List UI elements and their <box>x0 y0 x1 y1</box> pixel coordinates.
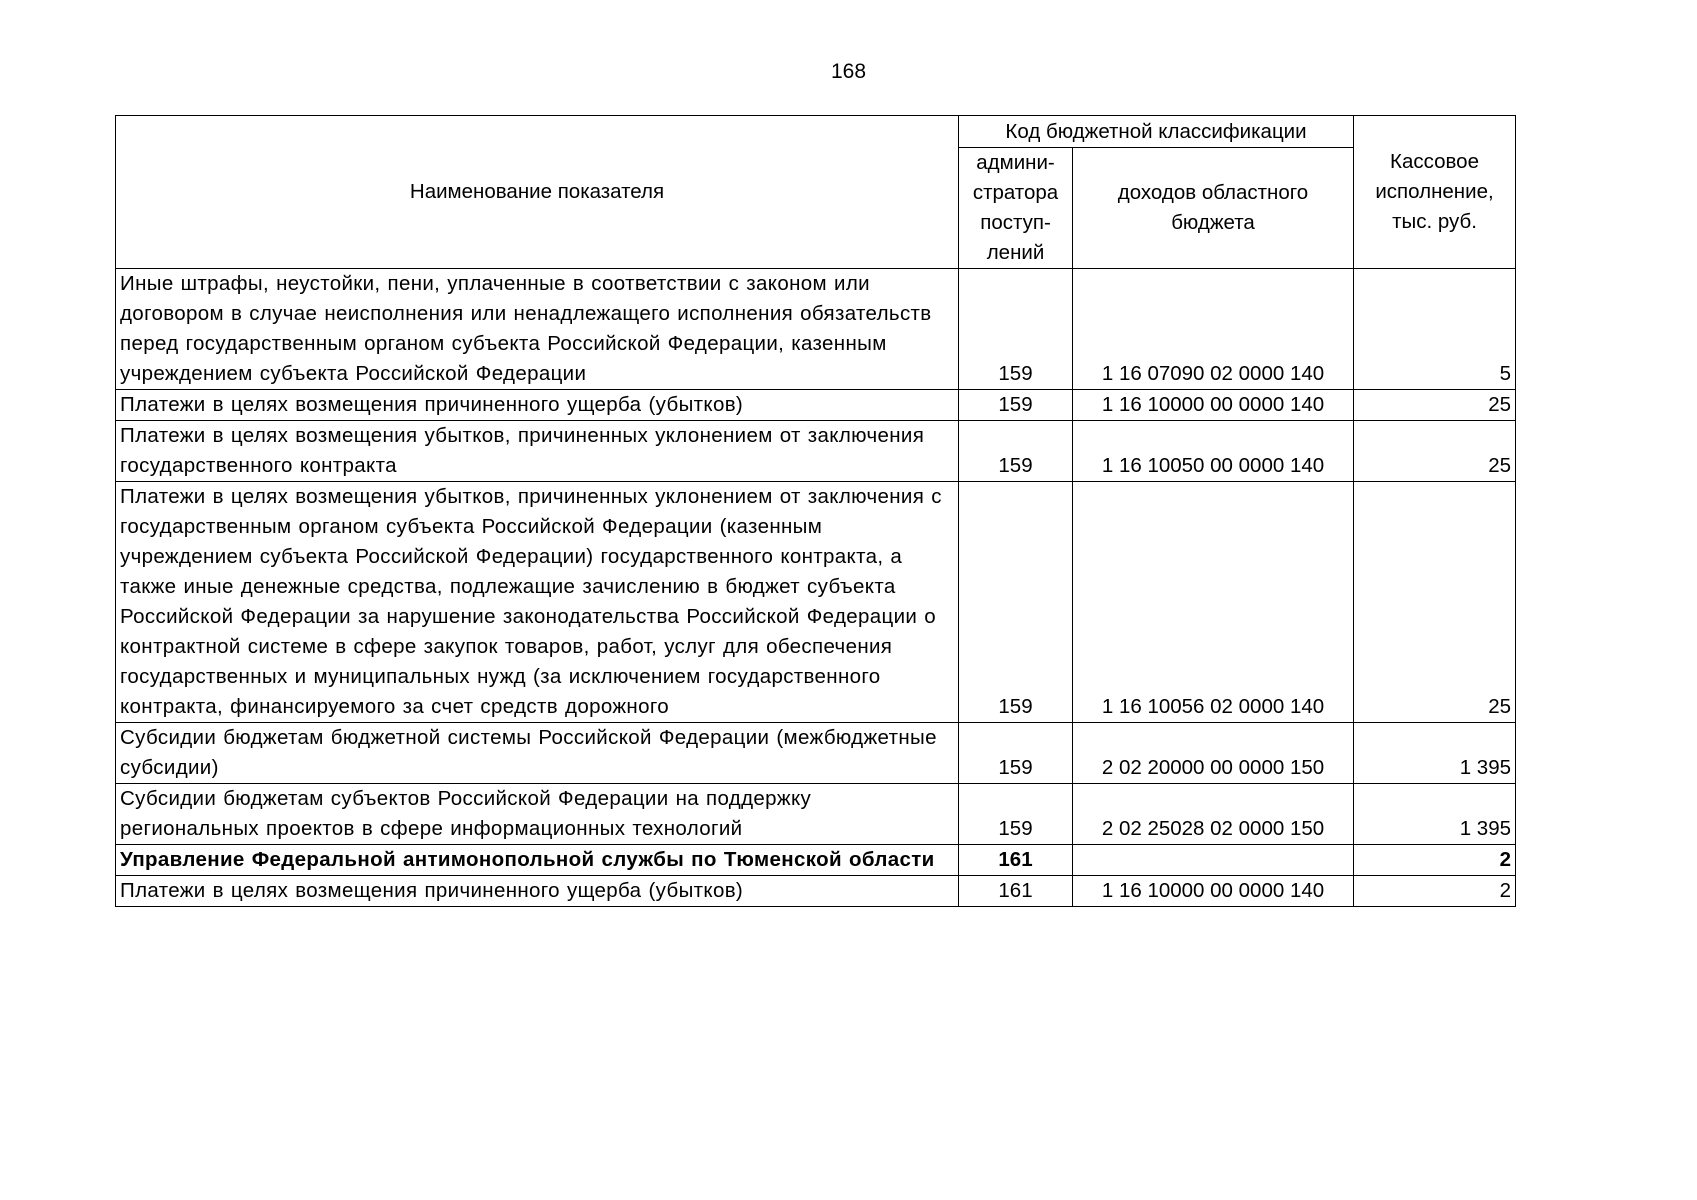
row-name: Платежи в целях возмещения причиненного ущерба (убытков) <box>116 390 959 421</box>
header-classification-code: Код бюджетной классификации <box>959 116 1354 148</box>
table-row <box>116 482 1516 723</box>
row-amount: 25 <box>1354 390 1516 421</box>
row-budget-code: 2 02 25028 02 0000 150 <box>1073 784 1354 845</box>
table-row <box>116 723 1516 784</box>
budget-execution-table <box>115 115 1516 907</box>
table-row <box>116 390 1516 421</box>
row-admin-code: 161 <box>959 845 1073 876</box>
header-administrator: админи-стратора поступ-лений <box>959 148 1073 269</box>
row-admin-code: 159 <box>959 269 1073 390</box>
row-budget-code: 2 02 20000 00 0000 150 <box>1073 723 1354 784</box>
row-budget-code: 1 16 10000 00 0000 140 <box>1073 876 1354 907</box>
row-admin-code: 161 <box>959 876 1073 907</box>
row-name: Управление Федеральной антимонопольной службы по Тюменской области <box>116 845 959 876</box>
row-amount: 2 <box>1354 876 1516 907</box>
row-admin-code: 159 <box>959 784 1073 845</box>
row-admin-code: 159 <box>959 482 1073 723</box>
row-name: Субсидии бюджетам бюджетной системы Российской Федерации (межбюджетные субсидии) <box>116 723 959 784</box>
row-amount: 5 <box>1354 269 1516 390</box>
table-row <box>116 784 1516 845</box>
row-name: Субсидии бюджетам субъектов Российской Федерации на поддержку региональных проектов в сфере информационных технологий <box>116 784 959 845</box>
row-name: Платежи в целях возмещения убытков, причиненных уклонением от заключения с государственным органом субъекта Российской Федерации (казенным учреждением субъекта Российской Федерации) государственного контракта, а также иные денежные средства, подлежащие зачислению в бюджет субъекта Российской Федерации за нарушение законодательства Российской Федерации о контрактной системе в сфере закупок товаров, работ, услуг для обеспечения государственных и муниципальных нужд (за исключением государственного контракта, финансируемого за счет средств дорожного <box>116 482 959 723</box>
row-amount: 1 395 <box>1354 723 1516 784</box>
row-admin-code: 159 <box>959 723 1073 784</box>
table-row <box>116 269 1516 390</box>
table-row <box>116 876 1516 907</box>
row-budget-code: 1 16 10056 02 0000 140 <box>1073 482 1354 723</box>
row-amount: 1 395 <box>1354 784 1516 845</box>
header-name: Наименование показателя <box>116 116 959 269</box>
page-number: 168 <box>830 60 867 83</box>
row-admin-code: 159 <box>959 390 1073 421</box>
table-row-organization <box>116 845 1516 876</box>
row-budget-code: 1 16 10050 00 0000 140 <box>1073 421 1354 482</box>
row-budget-code: 1 16 10000 00 0000 140 <box>1073 390 1354 421</box>
row-budget-code: 1 16 07090 02 0000 140 <box>1073 269 1354 390</box>
header-cash-execution: Кассовое исполнение, тыс. руб. <box>1354 116 1516 269</box>
row-name: Платежи в целях возмещения убытков, причиненных уклонением от заключения государственного контракта <box>116 421 959 482</box>
row-name: Платежи в целях возмещения причиненного ущерба (убытков) <box>116 876 959 907</box>
row-admin-code: 159 <box>959 421 1073 482</box>
row-budget-code <box>1073 845 1354 876</box>
header-budget-revenue: доходов областного бюджета <box>1073 148 1354 269</box>
row-amount: 25 <box>1354 482 1516 723</box>
row-amount: 25 <box>1354 421 1516 482</box>
row-amount: 2 <box>1354 845 1516 876</box>
row-name: Иные штрафы, неустойки, пени, уплаченные в соответствии с законом или договором в случае неисполнения или ненадлежащего исполнения обязательств перед государственным органом субъекта Российской Федерации, казенным учреждением субъекта Российской Федерации <box>116 269 959 390</box>
table-row <box>116 421 1516 482</box>
